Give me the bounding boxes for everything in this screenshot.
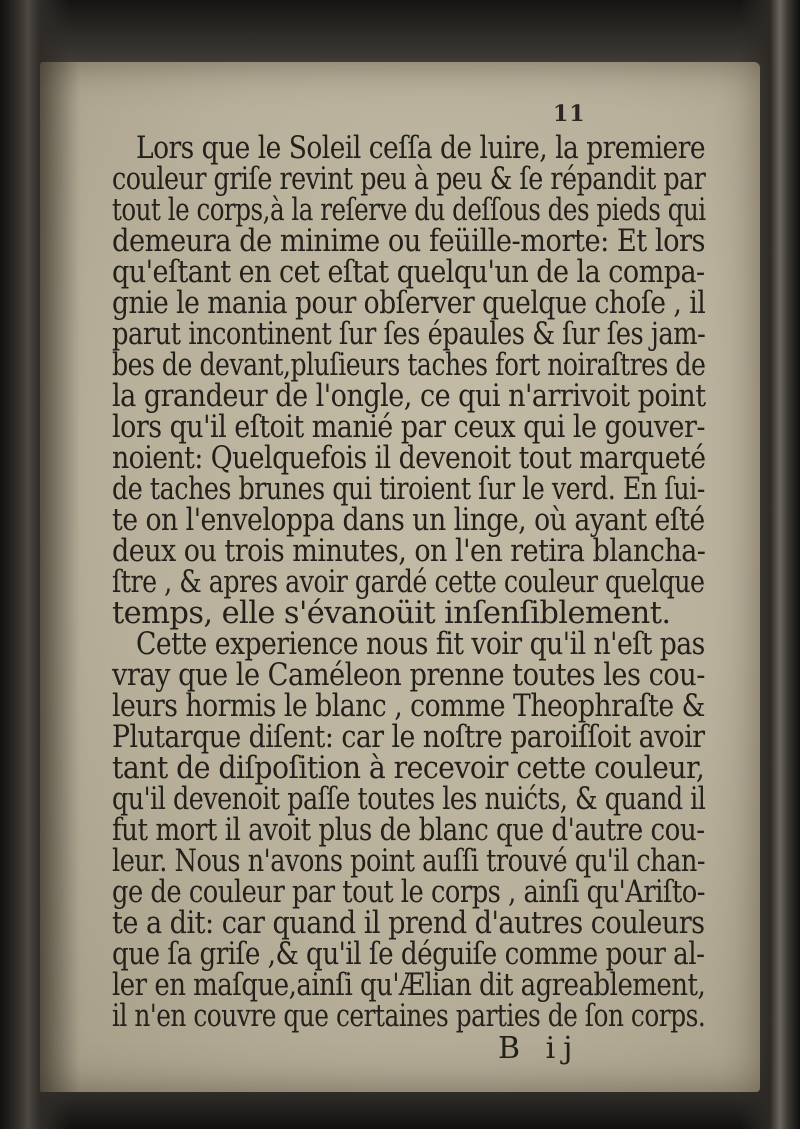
text-line: te a dit: car quand il prend d'autres couleurs: [112, 906, 705, 941]
text-line: Lors que le Soleil ceſſa de luire, la premiere: [136, 131, 706, 166]
text-line: ge de couleur par tout le corps , ainſi qu'Ariſto-: [112, 875, 706, 910]
text-line: il n'en couvre que certaines parties de ſon corps.: [112, 999, 706, 1034]
text-line: de taches brunes qui tiroient ſur le verd. En ſui-: [112, 472, 705, 507]
text-line: parut incontinent ſur ſes épaules & ſur ſes jam-: [112, 317, 706, 352]
text-line: leur. Nous n'avons point auſſi trouvé qu'il chan-: [112, 844, 706, 879]
text-line: fut mort il avoit plus de blanc que d'autre cou-: [112, 813, 705, 848]
text-line: bes de devant,pluſieurs taches fort noiraſtres de: [112, 348, 706, 383]
text-line: qu'il devenoit paſſe toutes les nuićts, & quand il: [112, 782, 706, 817]
text-line: tout le corps,à la reſerve du deſſous des pieds qui: [112, 193, 706, 228]
text-line: demeura de minime ou feüille-morte: Et lors: [112, 224, 706, 259]
text-line: ler en maſque,ainſi qu'Ælian dit agreablement,: [112, 968, 706, 1003]
text-line: deux ou trois minutes, on l'en retira blancha-: [112, 534, 706, 569]
text-line: temps, elle s'évanoüit inſenſiblement.: [112, 596, 671, 631]
text-line: la grandeur de l'ongle, ce qui n'arrivoit point: [112, 379, 706, 414]
text-line: leurs hormis le blanc , comme Theophraſte &: [112, 689, 705, 724]
page-number: 11: [553, 101, 586, 127]
text-line: lors qu'il eſtoit manié par ceux qui le gouver-: [112, 410, 705, 445]
text-line: Plutarque diſent: car le noſtre paroiſſoit avoir: [112, 720, 705, 755]
text-line: qu'eſtant en cet eſtat quelqu'un de la compa-: [112, 255, 705, 290]
text-line: Cette experience nous fit voir qu'il n'eſt pas: [136, 627, 705, 662]
signature-mark: B ij: [498, 1031, 581, 1066]
text-line: couleur griſe revint peu à peu & ſe répandit par: [112, 162, 706, 197]
text-line: te on l'enveloppa dans un linge, où ayant eſté: [112, 503, 705, 538]
text-line: gnie le mania pour obſerver quelque choſe , il: [112, 286, 706, 321]
text-line: vray que le Caméleon prenne toutes les cou-: [112, 658, 705, 693]
text-line: tant de diſpoſition à recevoir cette couleur,: [112, 751, 705, 786]
text-line: que ſa griſe ,& qu'il ſe déguiſe comme pour al-: [112, 937, 705, 972]
text-line: noient: Quelquefois il devenoit tout marqueté: [112, 441, 706, 476]
text-line: ſtre , & apres avoir gardé cette couleur quelque: [112, 565, 705, 600]
